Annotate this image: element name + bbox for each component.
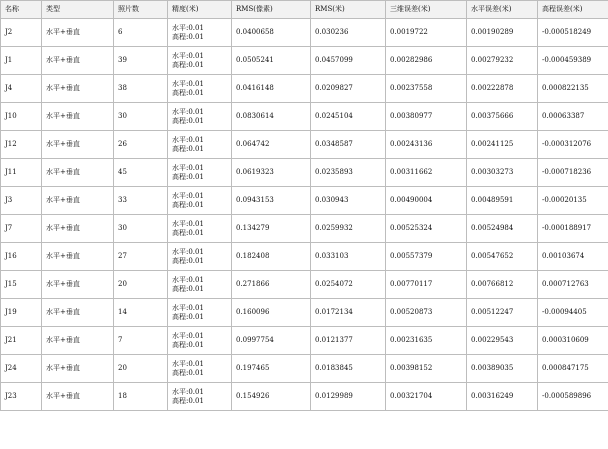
cell-rms-pixel: 0.064742	[232, 131, 311, 159]
cell-name: J24	[1, 355, 42, 383]
precision-vertical: 高程:0.01	[172, 284, 204, 293]
cell-rms-meter: 0.0121377	[311, 327, 386, 355]
precision-horizontal: 水平:0.01	[172, 331, 204, 340]
cell-horizontal-error: 0.00766812	[467, 271, 538, 299]
precision-vertical: 高程:0.01	[172, 88, 204, 97]
cell-precision	[168, 75, 232, 103]
precision-horizontal: 水平:0.01	[172, 135, 204, 144]
precision-horizontal: 水平:0.01	[172, 219, 204, 228]
cell-photos: 33	[114, 187, 168, 215]
cell-3d-error: 0.00231635	[386, 327, 467, 355]
cell-type: 水平+垂直	[42, 271, 114, 299]
cell-type: 水平+垂直	[42, 75, 114, 103]
cell-3d-error: 0.00311662	[386, 159, 467, 187]
table-row	[1, 327, 608, 355]
cell-precision	[168, 299, 232, 327]
cell-type: 水平+垂直	[42, 47, 114, 75]
table-row	[1, 159, 608, 187]
cell-rms-meter: 0.0235893	[311, 159, 386, 187]
cell-rms-meter: 0.033103	[311, 243, 386, 271]
cell-precision	[168, 159, 232, 187]
cell-elevation-error: -0.000718236	[538, 159, 608, 187]
cell-rms-pixel: 0.0505241	[232, 47, 311, 75]
precision-horizontal: 水平:0.01	[172, 107, 204, 116]
cell-precision	[168, 243, 232, 271]
precision-vertical: 高程:0.01	[172, 368, 204, 377]
cell-3d-error: 0.00490004	[386, 187, 467, 215]
cell-photos: 45	[114, 159, 168, 187]
cell-rms-pixel: 0.0619323	[232, 159, 311, 187]
cell-name: J19	[1, 299, 42, 327]
cell-name: J16	[1, 243, 42, 271]
cell-photos: 20	[114, 271, 168, 299]
cell-3d-error: 0.00321704	[386, 383, 467, 411]
precision-vertical: 高程:0.01	[172, 256, 204, 265]
cell-horizontal-error: 0.00190289	[467, 19, 538, 47]
cell-type: 水平+垂直	[42, 243, 114, 271]
cell-type: 水平+垂直	[42, 327, 114, 355]
cell-elevation-error: 0.00103674	[538, 243, 608, 271]
table-header-row	[1, 1, 608, 19]
cell-elevation-error: -0.00020135	[538, 187, 608, 215]
cell-photos: 38	[114, 75, 168, 103]
cell-type: 水平+垂直	[42, 187, 114, 215]
precision-vertical: 高程:0.01	[172, 172, 204, 181]
cell-rms-meter: 0.0457099	[311, 47, 386, 75]
cell-horizontal-error: 0.00547652	[467, 243, 538, 271]
cell-rms-meter: 0.0129989	[311, 383, 386, 411]
table-row	[1, 19, 608, 47]
cell-type: 水平+垂直	[42, 355, 114, 383]
cell-name: J12	[1, 131, 42, 159]
precision-horizontal: 水平:0.01	[172, 23, 204, 32]
cell-precision	[168, 383, 232, 411]
cell-elevation-error: -0.00094405	[538, 299, 608, 327]
cell-precision	[168, 355, 232, 383]
cell-rms-pixel: 0.0830614	[232, 103, 311, 131]
table-row	[1, 131, 608, 159]
column-header-rms-pixel: RMS(像素)	[232, 1, 311, 19]
cell-name: J3	[1, 187, 42, 215]
cell-type: 水平+垂直	[42, 299, 114, 327]
cell-name: J15	[1, 271, 42, 299]
cell-elevation-error: -0.000518249	[538, 19, 608, 47]
cell-rms-meter: 0.0348587	[311, 131, 386, 159]
cell-precision	[168, 19, 232, 47]
cell-elevation-error: -0.000459389	[538, 47, 608, 75]
cell-3d-error: 0.00282986	[386, 47, 467, 75]
precision-horizontal: 水平:0.01	[172, 247, 204, 256]
cell-type: 水平+垂直	[42, 131, 114, 159]
cell-horizontal-error: 0.00489591	[467, 187, 538, 215]
cell-3d-error: 0.00557379	[386, 243, 467, 271]
column-header-elevation-error: 高程误差(米)	[538, 1, 608, 19]
precision-horizontal: 水平:0.01	[172, 275, 204, 284]
table-row	[1, 299, 608, 327]
cell-rms-pixel: 0.160096	[232, 299, 311, 327]
cell-name: J11	[1, 159, 42, 187]
cell-elevation-error: 0.000310609	[538, 327, 608, 355]
cell-rms-pixel: 0.0997754	[232, 327, 311, 355]
cell-rms-meter: 0.0172134	[311, 299, 386, 327]
column-header-rms-meter: RMS(米)	[311, 1, 386, 19]
precision-vertical: 高程:0.01	[172, 228, 204, 237]
cell-rms-pixel: 0.182408	[232, 243, 311, 271]
cell-type: 水平+垂直	[42, 215, 114, 243]
column-header-horizontal-error: 水平误差(米)	[467, 1, 538, 19]
precision-vertical: 高程:0.01	[172, 116, 204, 125]
cell-rms-pixel: 0.0416148	[232, 75, 311, 103]
column-header-3d-error: 三维误差(米)	[386, 1, 467, 19]
cell-elevation-error: -0.000312076	[538, 131, 608, 159]
cell-horizontal-error: 0.00222878	[467, 75, 538, 103]
precision-horizontal: 水平:0.01	[172, 303, 204, 312]
cell-rms-pixel: 0.271866	[232, 271, 311, 299]
cell-horizontal-error: 0.00241125	[467, 131, 538, 159]
cell-rms-pixel: 0.0400658	[232, 19, 311, 47]
precision-vertical: 高程:0.01	[172, 312, 204, 321]
precision-vertical: 高程:0.01	[172, 396, 204, 405]
cell-3d-error: 0.00398152	[386, 355, 467, 383]
cell-elevation-error: 0.000847175	[538, 355, 608, 383]
cell-photos: 26	[114, 131, 168, 159]
precision-horizontal: 水平:0.01	[172, 51, 204, 60]
cell-photos: 14	[114, 299, 168, 327]
cell-elevation-error: -0.000589896	[538, 383, 608, 411]
cell-horizontal-error: 0.00524984	[467, 215, 538, 243]
cell-name: J1	[1, 47, 42, 75]
cell-photos: 30	[114, 215, 168, 243]
cell-name: J2	[1, 19, 42, 47]
cell-horizontal-error: 0.00389035	[467, 355, 538, 383]
cell-photos: 7	[114, 327, 168, 355]
precision-horizontal: 水平:0.01	[172, 387, 204, 396]
cell-name: J4	[1, 75, 42, 103]
column-header-name: 名称	[1, 1, 42, 19]
cell-rms-meter: 0.030236	[311, 19, 386, 47]
cell-type: 水平+垂直	[42, 103, 114, 131]
cell-horizontal-error: 0.00512247	[467, 299, 538, 327]
cell-3d-error: 0.00770117	[386, 271, 467, 299]
cell-rms-meter: 0.0183845	[311, 355, 386, 383]
cell-elevation-error: -0.000188917	[538, 215, 608, 243]
cell-horizontal-error: 0.00229543	[467, 327, 538, 355]
table-row	[1, 271, 608, 299]
precision-vertical: 高程:0.01	[172, 60, 204, 69]
cell-photos: 39	[114, 47, 168, 75]
cell-horizontal-error: 0.00316249	[467, 383, 538, 411]
precision-horizontal: 水平:0.01	[172, 79, 204, 88]
table-row	[1, 47, 608, 75]
cell-rms-meter: 0.030943	[311, 187, 386, 215]
cell-precision	[168, 187, 232, 215]
table-row	[1, 243, 608, 271]
table-row	[1, 75, 608, 103]
cell-rms-meter: 0.0245104	[311, 103, 386, 131]
table-row	[1, 103, 608, 131]
precision-vertical: 高程:0.01	[172, 340, 204, 349]
cell-horizontal-error: 0.00375666	[467, 103, 538, 131]
column-header-type: 类型	[42, 1, 114, 19]
cell-precision	[168, 271, 232, 299]
cell-photos: 20	[114, 355, 168, 383]
cell-horizontal-error: 0.00279232	[467, 47, 538, 75]
cell-name: J7	[1, 215, 42, 243]
cell-photos: 27	[114, 243, 168, 271]
table-row	[1, 187, 608, 215]
cell-photos: 30	[114, 103, 168, 131]
table-row	[1, 215, 608, 243]
precision-horizontal: 水平:0.01	[172, 359, 204, 368]
cell-3d-error: 0.00525324	[386, 215, 467, 243]
cell-3d-error: 0.0019722	[386, 19, 467, 47]
precision-vertical: 高程:0.01	[172, 200, 204, 209]
cell-rms-pixel: 0.134279	[232, 215, 311, 243]
cell-elevation-error: 0.000712763	[538, 271, 608, 299]
cell-photos: 6	[114, 19, 168, 47]
cell-rms-meter: 0.0254072	[311, 271, 386, 299]
precision-horizontal: 水平:0.01	[172, 163, 204, 172]
cell-3d-error: 0.00237558	[386, 75, 467, 103]
precision-horizontal: 水平:0.01	[172, 191, 204, 200]
column-header-photos: 照片数	[114, 1, 168, 19]
cell-type: 水平+垂直	[42, 383, 114, 411]
cell-rms-meter: 0.0259932	[311, 215, 386, 243]
cell-photos: 18	[114, 383, 168, 411]
cell-rms-pixel: 0.197465	[232, 355, 311, 383]
precision-vertical: 高程:0.01	[172, 32, 204, 41]
cell-name: J21	[1, 327, 42, 355]
cell-rms-meter: 0.0209827	[311, 75, 386, 103]
cell-name: J23	[1, 383, 42, 411]
cell-type: 水平+垂直	[42, 159, 114, 187]
table-row	[1, 383, 608, 411]
cell-elevation-error: 0.000822135	[538, 75, 608, 103]
cell-rms-pixel: 0.154926	[232, 383, 311, 411]
cell-type: 水平+垂直	[42, 19, 114, 47]
cell-3d-error: 0.00520873	[386, 299, 467, 327]
table-row	[1, 355, 608, 383]
cell-elevation-error: 0.00063387	[538, 103, 608, 131]
cell-name: J10	[1, 103, 42, 131]
column-header-precision: 精度(米)	[168, 1, 232, 19]
cell-3d-error: 0.00243136	[386, 131, 467, 159]
cell-3d-error: 0.00380977	[386, 103, 467, 131]
precision-vertical: 高程:0.01	[172, 144, 204, 153]
cell-precision	[168, 103, 232, 131]
cell-precision	[168, 47, 232, 75]
cell-precision	[168, 327, 232, 355]
cell-precision	[168, 215, 232, 243]
cell-precision	[168, 131, 232, 159]
cell-horizontal-error: 0.00303273	[467, 159, 538, 187]
cell-rms-pixel: 0.0943153	[232, 187, 311, 215]
